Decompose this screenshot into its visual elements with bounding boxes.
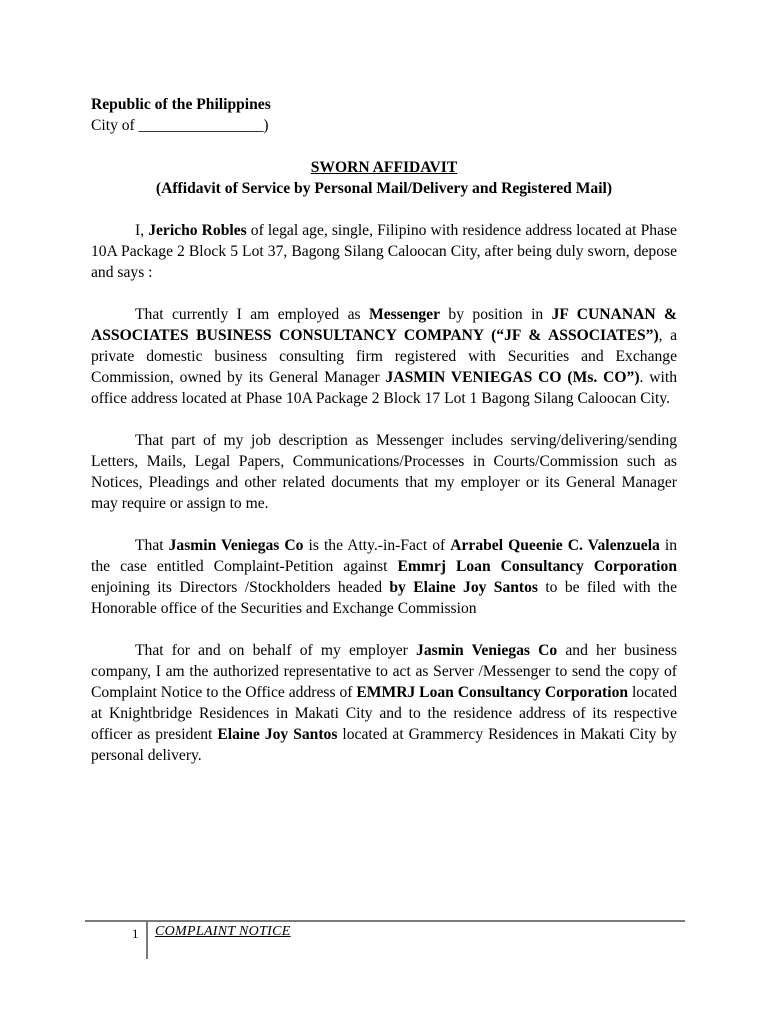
p2-text-b: by position in	[440, 306, 552, 323]
document-title: SWORN AFFIDAVIT	[310, 159, 458, 176]
respondent-corporation-upper: EMMRJ Loan Consultancy Corporation	[356, 684, 629, 701]
p4-text-e: to be filed with the Honorable office of the Securities and Exchange Commission	[91, 579, 677, 617]
principal-name: Arrabel Queenie C. Valenzuela	[450, 537, 660, 554]
p5-text-c: located at Knightbridge Residences in Makati City and to the residence address of its respective officer as president	[91, 684, 677, 743]
manager-name: JASMIN VENIEGAS CO (Ms. CO”)	[385, 369, 640, 386]
p5-text-d: located at Grammercy Residences in Makati City by personal delivery.	[91, 726, 677, 764]
p4-text-a: That	[135, 537, 169, 554]
respondent-president: Elaine Joy Santos	[217, 726, 338, 743]
paragraph-3: That part of my job description as Messenger includes serving/delivering/sending Letters, Mails, Legal Papers, Communications/Processes in Courts/Commission such as Notices, Pleadings and other related documents that my employer or its General Manager may require or assign to me.	[91, 432, 677, 512]
affiant-name: Jericho Robles	[148, 222, 247, 239]
footer-divider	[146, 922, 148, 959]
paragraph-2	[91, 304, 677, 409]
p1-text-a: I,	[135, 222, 149, 239]
p4-text-c: in the case entitled Complaint-Petition against	[91, 537, 677, 575]
paragraph-1	[91, 220, 677, 283]
position-name: Messenger	[369, 306, 441, 323]
p5-text-b: and her business company, I am the authorized representative to act as Server /Messenger to send the copy of Complaint Notice to the Office address of	[91, 642, 677, 701]
respondent-head: by Elaine Joy Santos	[389, 579, 538, 596]
document-body	[91, 94, 677, 787]
footer-rule	[85, 920, 685, 922]
employer-name: Jasmin Veniegas Co	[416, 642, 558, 659]
title-block	[91, 157, 677, 199]
document-subtitle: (Affidavit of Service by Personal Mail/Delivery and Registered Mail)	[155, 180, 613, 197]
footer-page-number: 1	[132, 926, 139, 941]
paragraph-5	[91, 640, 677, 766]
attorney-in-fact-name: Jasmin Veniegas Co	[168, 537, 304, 554]
company-name: JF CUNANAN & ASSOCIATES BUSINESS CONSULTANCY COMPANY (“JF & ASSOCIATES”)	[91, 306, 677, 344]
header-republic: Republic of the Philippines	[91, 96, 271, 113]
p4-text-d: enjoining its Directors /Stockholders headed	[91, 579, 390, 596]
p2-text-c: , a private domestic business consulting firm registered with Securities and Exchange Commission, owned by its General Manager	[91, 327, 678, 386]
paragraph-4	[91, 535, 677, 619]
p5-text-a: That for and on behalf of my employer	[135, 642, 417, 659]
p2-text-d: . with office address located at Phase 10A Package 2 Block 17 Lot 1 Bagong Silang Caloocan City.	[91, 369, 677, 407]
footer-title: COMPLAINT NOTICE	[155, 924, 291, 939]
respondent-corporation: Emmrj Loan Consultancy Corporation	[397, 558, 677, 575]
header-city: City of ________________)	[91, 117, 269, 134]
p1-text-b: of legal age, single, Filipino with residence address located at Phase 10A Package 2 Block 5 Lot 37, Bagong Silang Caloocan City, after being duly sworn, depose and says :	[91, 222, 677, 281]
p2-text-a: That currently I am employed as	[135, 306, 370, 323]
p4-text-b: is the Atty.-in-Fact of	[303, 537, 451, 554]
